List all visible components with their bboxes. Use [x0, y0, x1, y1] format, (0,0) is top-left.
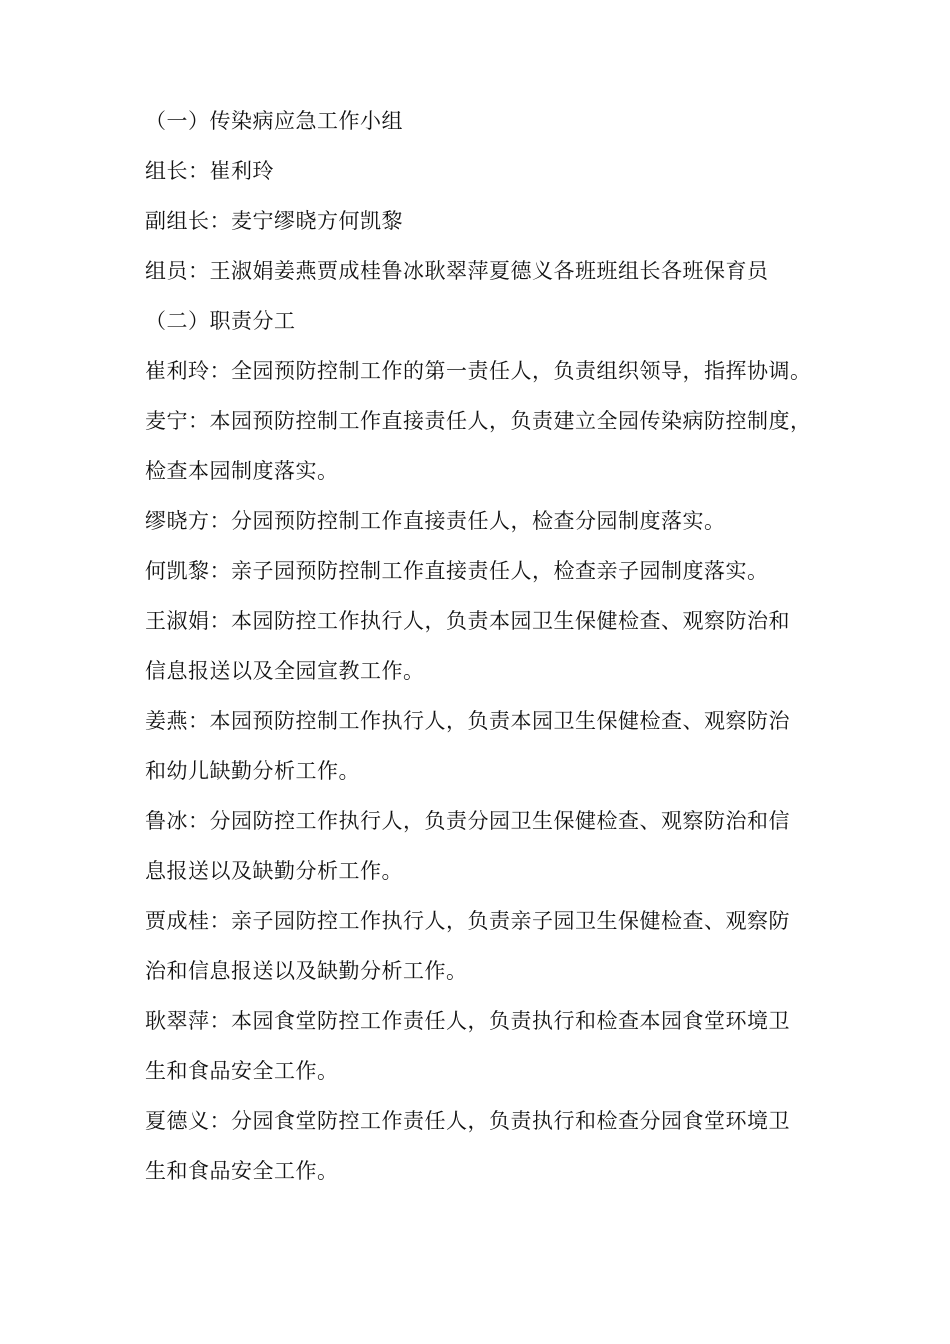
duty-paragraph-line: 生和食品安全工作。: [145, 1159, 339, 1183]
duty-paragraph-line: 王淑娟：本园防控工作执行人，负责本园卫生保健检查、观察防治和: [145, 609, 790, 633]
duty-paragraph-line: 鲁冰：分园防控工作执行人，负责分园卫生保健检查、观察防治和信: [145, 809, 790, 833]
duty-paragraph-line: 检查本园制度落实。: [145, 459, 339, 483]
duty-paragraph-line: 信息报送以及全园宣教工作。: [145, 659, 425, 683]
duty-paragraph-line: 崔利玲：全园预防控制工作的第一责任人，负责组织领导，指挥协调。: [145, 359, 812, 383]
group-leader-line: 组长：崔利玲: [145, 159, 274, 183]
duty-paragraph-line: 治和信息报送以及缺勤分析工作。: [145, 959, 468, 983]
duty-paragraph-line: 贾成桂：亲子园防控工作执行人，负责亲子园卫生保健检查、观察防: [145, 909, 790, 933]
duty-paragraph-line: 缪晓方：分园预防控制工作直接责任人，检查分园制度落实。: [145, 509, 726, 533]
section-heading-duties: （二）职责分工: [145, 309, 296, 333]
members-line: 组员：王淑娟姜燕贾成桂鲁冰耿翠萍夏德义各班班组长各班保育员: [145, 259, 769, 283]
duty-paragraph-line: 和幼儿缺勤分析工作。: [145, 759, 360, 783]
duty-paragraph-line: 麦宁：本园预防控制工作直接责任人，负责建立全园传染病防控制度，: [145, 409, 812, 433]
duty-paragraph-line: 息报送以及缺勤分析工作。: [145, 859, 403, 883]
duty-paragraph-line: 何凯黎：亲子园预防控制工作直接责任人，检查亲子园制度落实。: [145, 559, 769, 583]
section-heading-emergency-group: （一）传染病应急工作小组: [145, 109, 403, 133]
duty-paragraph-line: 姜燕：本园预防控制工作执行人，负责本园卫生保健检查、观察防治: [145, 709, 790, 733]
duty-paragraph-line: 生和食品安全工作。: [145, 1059, 339, 1083]
duty-paragraph-line: 耿翠萍：本园食堂防控工作责任人，负责执行和检查本园食堂环境卫: [145, 1009, 790, 1033]
deputy-leader-line: 副组长：麦宁缪晓方何凯黎: [145, 209, 403, 233]
duty-paragraph-line: 夏德义：分园食堂防控工作责任人，负责执行和检查分园食堂环境卫: [145, 1109, 790, 1133]
